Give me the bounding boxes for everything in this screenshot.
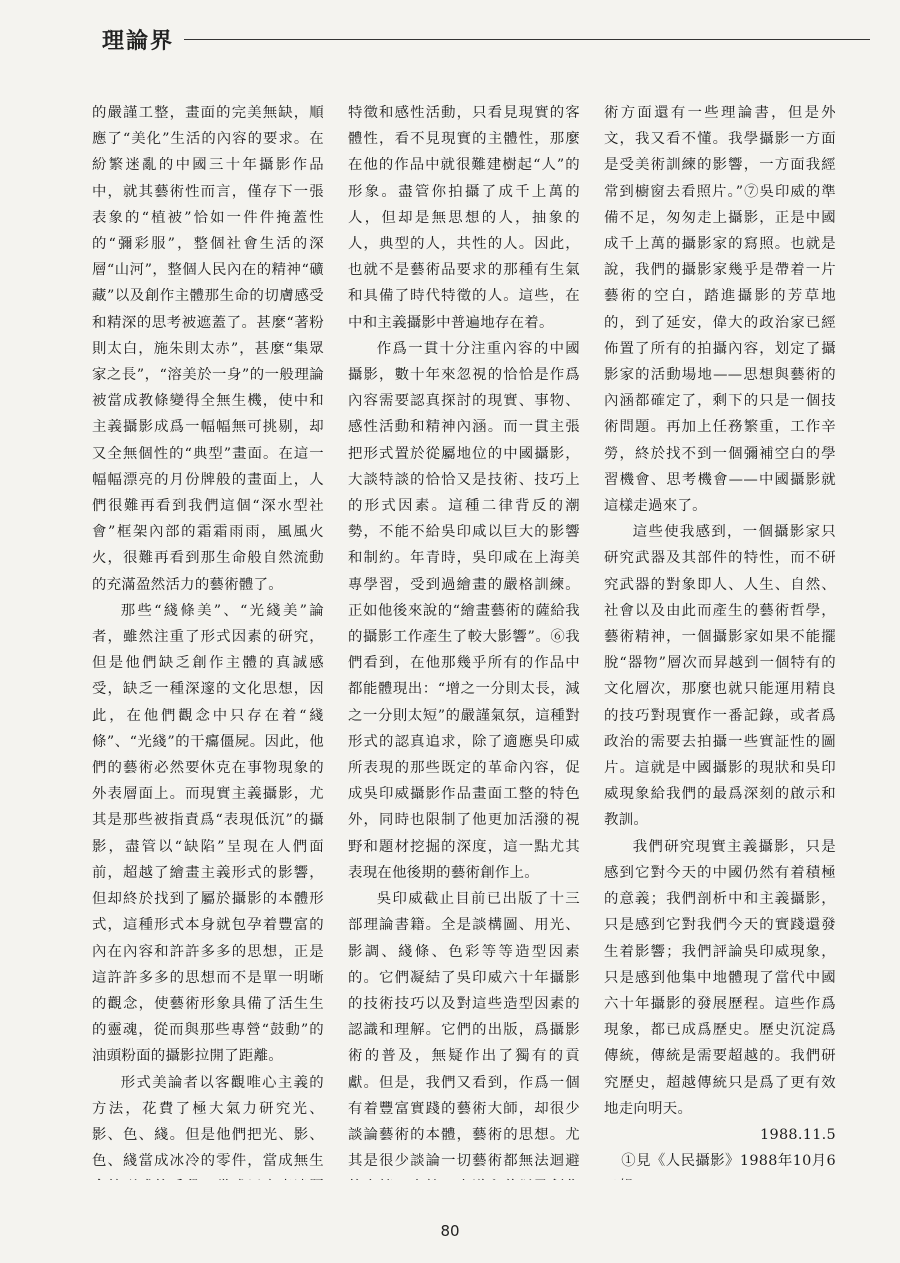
page-number: 80	[440, 1222, 460, 1240]
paragraph: 的嚴謹工整，畫面的完美無缺，順應了“美化”生活的內容的要求。在紛繁迷亂的中國三十年攝影作品中，就其藝術性而言，僅存下一張表象的“植被”恰如一件件掩蓋性的“彌彩服”，整個社會生活的深層“山河”，整個人民內在的精神“礦藏”以及創作主體那生命的切膚感受和精深的思考被遮蓋了。甚麼“著粉則太白，施朱則太赤”，甚麼“集眾家之長”，“溶美於一身”的一般理論被當成教條變得全無生機，使中和主義攝影成爲一幅幅無可挑剔，却又全無個性的“典型”畫面。在這一幅幅漂亮的月份牌般的畫面上，人們很難再看到我們這個“深水型社會”框架內部的霜霜雨雨，風風火火，很難再看到那生命般自然流動的充滿盈然活力的藝術體了。	[92, 105, 324, 593]
paragraph: 術方面還有一些理論書，但是外文，我又看不懂。我學攝影一方面是受美術訓練的影響，一方面我經常到櫥窗去看照片。”⑦吳印威的準備不足，匆匆走上攝影，正是中國成千上萬的攝影家的寫照。也就是說，我們的攝影家幾乎是帶着一片藝術的空白，踏進攝影的芳草地的，到了延安，偉大的政治家已經佈置了所有的拍攝內容，划定了攝影家的活動場地——思想與藝術的內涵都確定了，剩下的只是一個技術問題。再加上任務繁重，工作辛勞，終於找不到一個彌補空白的學習機會、思考機會——中國攝影就這樣走過來了。	[604, 105, 836, 515]
column-1	[92, 100, 324, 1180]
paragraph: 作爲一貫十分注重內容的中國攝影，數十年來忽視的恰恰是作爲內容需要認真探討的現實、事物、感性活動和精神內涵。而一貫主張把形式置於從屬地位的中國攝影，大談特談的恰恰又是技術、技巧上的形式因素。這種二律背反的潮勢，不能不給吳印咸以巨大的影響和制約。年青時，吳印咸在上海美專學習，受到過繪畫的嚴格訓練。正如他後來說的“繪畫藝術的薩給我的攝影工作產生了較大影響”。⑥我們看到，在他那幾乎所有的作品中都能體現出：“增之一分則太長，減之一分則太短”的嚴謹氣氛，這種對形式的認真追求，除了適應吳印威所表現的那些既定的革命內容，促成吳印威攝影作品畫面工整的特色外，同時也限制了他更加活潑的視野和題材挖掘的深度，這一點尤其表現在他後期的藝術創作上。	[348, 340, 580, 881]
header-rule	[184, 39, 870, 40]
paragraph: 形式美論者以客觀唯心主義的方法，花費了極大氣力研究光、影、色、綫。但是他們把光、影、色、綫當成冰冷的零件，當成無生	[92, 1074, 324, 1170]
paragraph: 特徵和感性活動，只看見現實的客體性，看不見現實的主體性，那麼在他的作品中就很難建樹起“人”的形象。盡管你拍攝了成千上萬的人，但却是無思想的人，抽象的人，典型的人，共性的人。因此，也就不是藝術品要求的那種有生氣和具備了時代特徵的人。這些，在中和主義攝影中普遍地存在着。	[348, 105, 580, 331]
paragraph: 我們研究現實主義攝影，只是感到它對今天的中國仍然有着積極的意義；我們剖析中和主義攝影，只是感到它對我們今天的實踐還發生着影響；我們評論吳印威現象，只是感到他集中地體現了當代中國六十年攝影的發展歷程。這些作爲現象，都已成爲歷史。歷史沉淀爲傳統，傳統是需要超越的。我們研究歷史，超越傳統只是爲了更有效地走向明天。	[604, 838, 836, 1117]
paragraph: 吳印威截止目前已出版了十三部理論書籍。全是談構圖、用光、影調、綫條、色彩等等造型因素的。它們凝結了吳印威六十年攝影的技術技巧以及對這些造型因素的認識和理解。它們的出版，爲攝影術的普及，無疑作出了獨有的貢獻。但是，我們又看到，作爲一個有着豐富實踐的藝術大師，却很少談論藝術的本體，藝術的思想。尤其是很少談論一切藝術都無法迴避	[348, 891, 580, 1170]
paragraph: 那些“綫條美”、“光綫美”論者，雖然注重了形式因素的研究，但是他們缺乏創作主體的真誠感受，缺乏一種深邃的文化思想，因此，在他們觀念中只存在着“綫條”、“光綫”的干癟僵屍。因此，他們的藝術必然要休克在事物現象的外表層面上。而現實主義攝影，尤其是那些被指責爲“表現低沉”的攝影，盡管以“缺陷”呈現在人們面前，超越了繪畫主義形式的影響，但却終於找到了屬於攝影的本體形式，這種形式本身就包孕着豐富的內在內容和許許多多的思想，正是這許許多多的思想而不是單一明晰的觀念，使藝術形象具備了活生生的靈魂，從而與那些專營“鼓動”的油頭粉面的攝影拉開了距離。	[92, 602, 324, 1065]
section-title: 理論界	[102, 29, 175, 54]
footnote: ①見《人民攝影》1988年10月6	[621, 1153, 836, 1170]
article-body	[92, 100, 836, 1180]
column-3	[604, 100, 836, 1180]
paragraph: 這些使我感到，一個攝影家只研究武器及其部件的特性，而不研究武器的對象即人、人生、自然、社會以及由此而產生的藝術哲學，藝術精神，一個攝影家如果不能擺脫“器物”層次而昇越到一個特有的文化層次，那麼也就只能運用精良的技巧對現實作一番記錄，或者爲政治的需要去拍攝一些實証性的圖片。這就是中國攝影的現狀和吳印威現象給我們的最爲深刻的啟示和教訓。	[604, 524, 836, 829]
article-date: 1988.11.5	[760, 1126, 836, 1143]
page-header	[102, 24, 870, 54]
column-2	[348, 100, 580, 1180]
